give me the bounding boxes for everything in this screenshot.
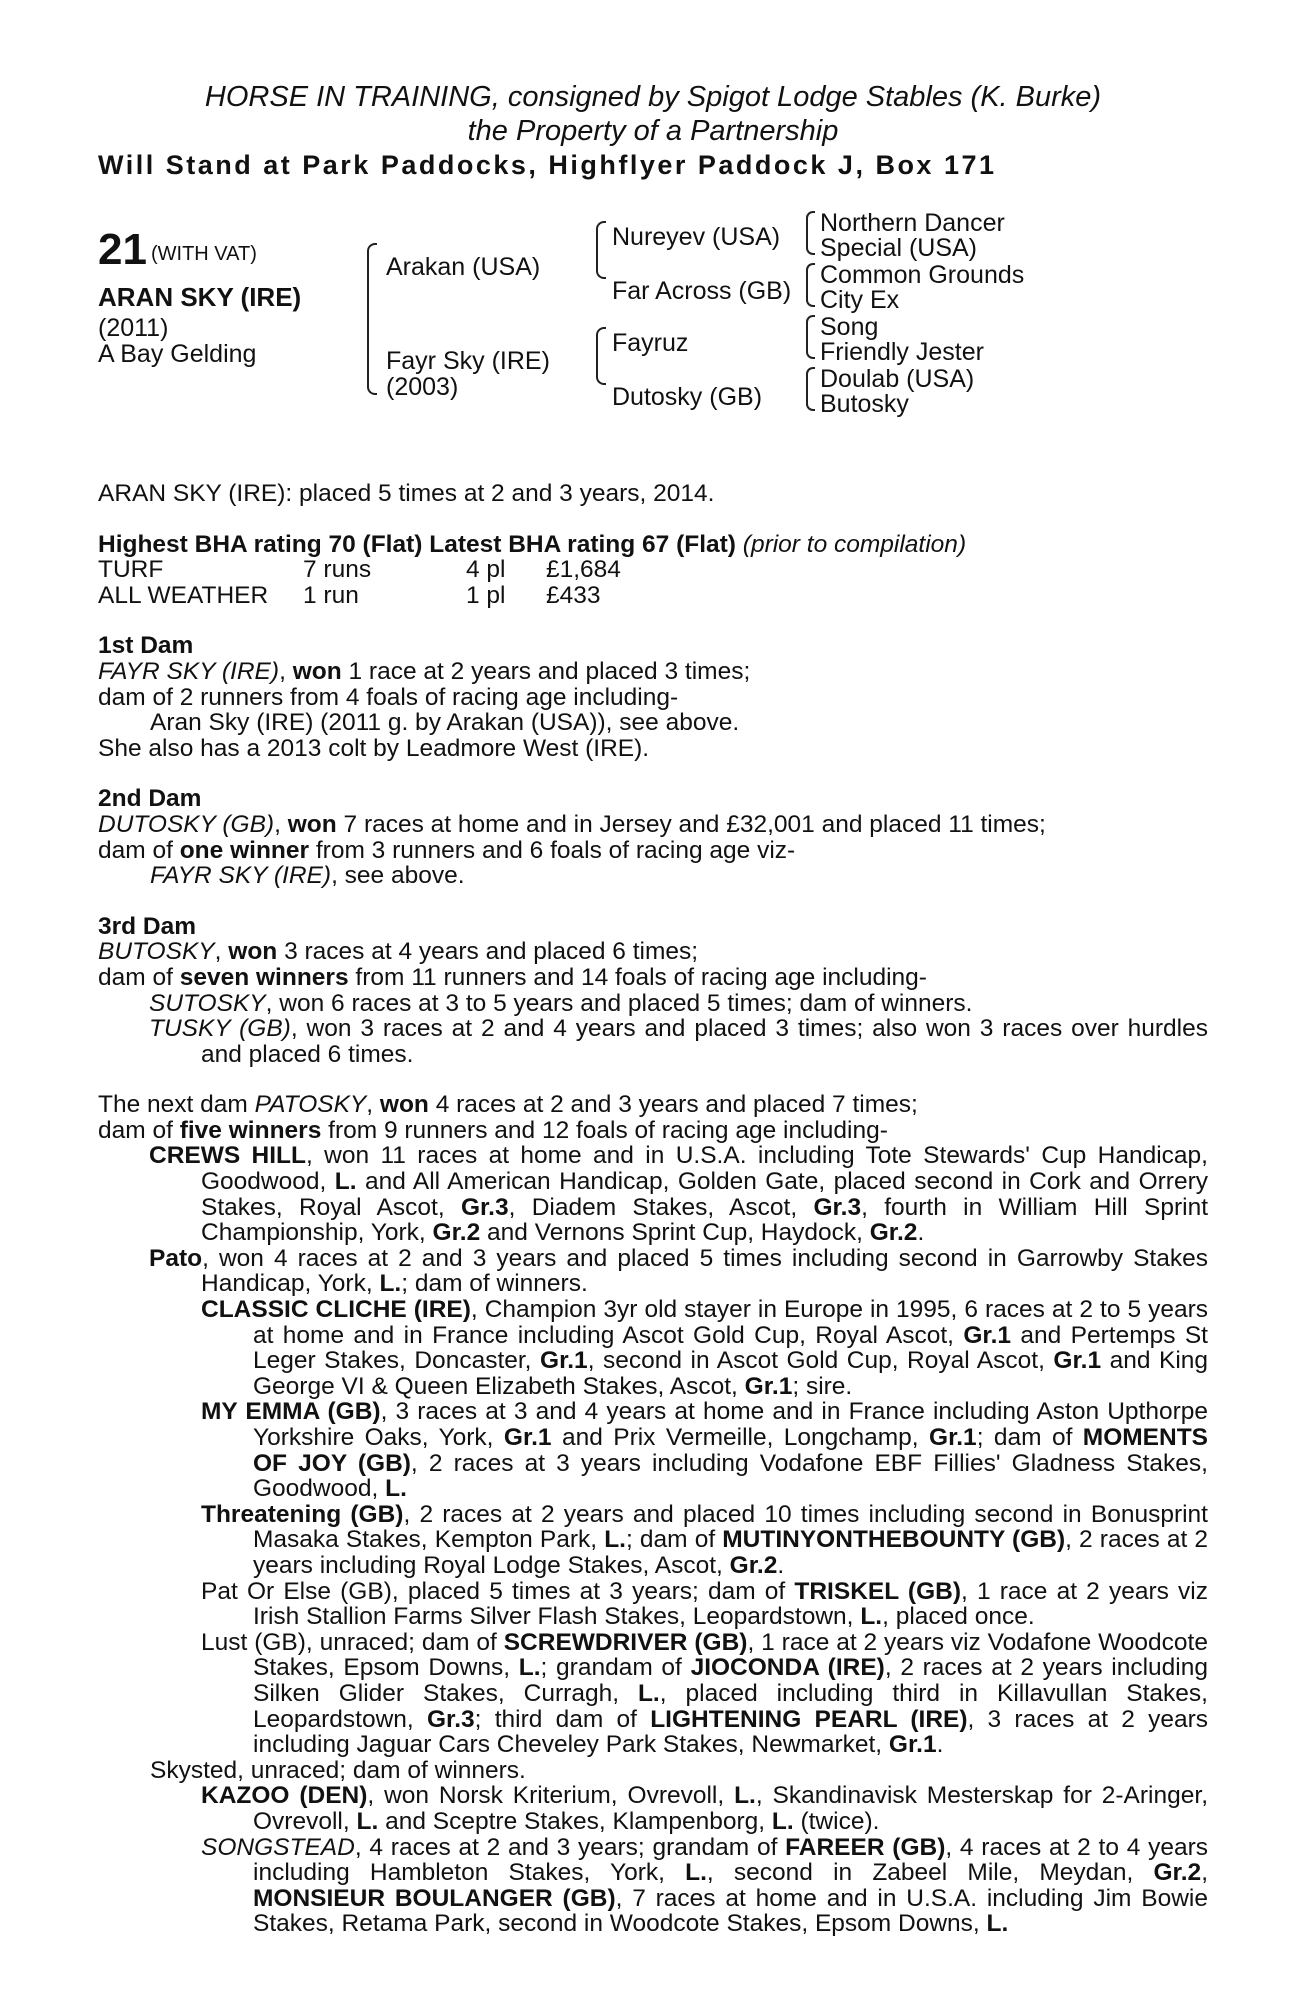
text: , won 3 races at 2 and 4 years and placed 3 times; also won 3 races over hurdles and placed 6 times. (201, 1015, 1208, 1068)
dam-parents-bracket (596, 327, 606, 385)
bracket-4 (806, 367, 815, 411)
dam: Fayr Sky (IRE) (386, 347, 550, 375)
produce-threatening: Threatening (GB), 2 races at 2 years and placed 10 times including second in Bonusprint Masaka Stakes, Kempton Park, L.; dam of MUTINYONTHEBOUNTY (GB), 2 races at 2 years including Royal Lodge Stakes, Ascot, Gr.2. (201, 1500, 1208, 1579)
text: five winners (179, 1116, 322, 1144)
table-cell: 1 pl (466, 581, 506, 609)
produce-skysted: Skysted, unraced; dam of winners. (150, 1756, 526, 1784)
catalogue-body (98, 481, 1208, 1937)
dam-sire: Fayruz (612, 329, 689, 357)
dam-name: BUTOSKY (98, 938, 215, 966)
text: dam of (98, 963, 173, 991)
sds: Common Grounds (820, 261, 1025, 289)
text: , see above. (331, 862, 465, 890)
produce-pat-or-else: Pat Or Else (GB), placed 5 times at 3 years; dam of TRISKEL (GB), 1 race at 2 years viz Irish Stallion Farms Silver Flash Stakes, Leopardstown, L., placed once. (201, 1577, 1208, 1631)
race-summary: ARAN SKY (IRE): placed 5 times at 2 and 3 years, 2014. (98, 480, 715, 507)
produce-classic-cliche: CLASSIC CLICHE (IRE), Champion 3yr old stayer in Europe in 1995, 6 races at 2 to 5 years at home and in France including Ascot Gold Cup, Royal Ascot, Gr.1 and Pertemps St Leger Stakes, Doncaster, Gr.1, second in Ascot Gold Cup, Royal Ascot, Gr.1 and King George VI & Queen Elizabeth Stakes, Ascot, Gr.1; sire. (201, 1296, 1209, 1400)
produce-my-emma: MY EMMA (GB), 3 races at 3 and 4 years at home and in France including Aston Upthorpe Yorkshire Oaks, York, Gr.1 and Prix Vermeille, Longchamp, Gr.1; dam of MOMENTS OF JOY (GB), 2 races at 3 years including Vodafone EBF Fillies' Gladness Stakes, Goodwood, L. (201, 1398, 1208, 1503)
dds: Doulab (USA) (820, 365, 975, 393)
header-property: the Property of a Partnership (467, 115, 839, 147)
section-heading: 1st Dam (98, 632, 194, 660)
ratings-note: (prior to compilation) (742, 530, 967, 558)
ddd: Butosky (820, 390, 909, 418)
table-cell: 7 runs (303, 556, 372, 584)
lot-vat: (WITH VAT) (151, 243, 257, 265)
text: 4 races at 2 and 3 years and placed 7 times; (435, 1091, 918, 1119)
dam-name: DUTOSKY (GB) (98, 810, 275, 838)
produce-songstead: SONGSTEAD, 4 races at 2 and 3 years; grandam of FAREER (GB), 4 races at 2 to 4 years including Hambleton Stakes, York, L., second in Zabeel Mile, Meydan, Gr.2, MONSIEUR BOULANGER (GB), 7 races at home and in U.S.A. including Jim Bowie Stakes, Retama Park, second in Woodcote Stakes, Epsom Downs, L. (201, 1833, 1209, 1938)
sss: Northern Dancer (820, 209, 1005, 237)
section-heading: 3rd Dam (98, 912, 197, 940)
text: one winner (179, 836, 310, 864)
produce-crews-hill: CREWS HILL, won 11 races at home and in U.S.A. including Tote Stewards' Cup Handicap, Goodwood, L. and All American Handicap, Golden Gate, placed second in Cork and Orrery Stakes, Royal Ascot, Gr.3, Diadem Stakes, Ascot, Gr.3, fourth in William Hill Sprint Championship, York, Gr.2 and Vernons Sprint Cup, Haydock, Gr.2. (149, 1142, 1209, 1247)
next-dam-section: The next dam PATOSKY, won 4 races at 2 and 3 years and placed 7 times; dam of five winners from 9 runners and 12 foals of racing age including- CREWS HILL, won 11 races at home and in U.S.A. including Tote Stewards' Cup Handicap, Goodwood, L. and All American Handicap, Golden Gate, placed second in Cork and Orrery Stakes, Royal Ascot, Gr.3, Diadem Stakes, Ascot, Gr.3, fourth in William Hill Sprint Championship, York, Gr.2 and Vernons Sprint Cup, Haydock, Gr.2. Pato, won 4 races at 2 and 3 years and placed 5 times including second in Garrowby Stakes Handicap, York, L.; dam of winners. CLASSIC CLICHE (IRE), Champion 3yr old stayer in Europe in 1995, 6 races at 2 to 5 years at home and in France including Ascot Gold Cup, Royal Ascot, Gr.1 and Pertemps St Leger Stakes, Doncaster, Gr.1, second in Ascot Gold Cup, Royal Ascot, Gr.1 and King George VI & Queen Elizabeth Stakes, Ascot, Gr.1; sire. MY EMMA (GB), 3 races at 3 and 4 years at home and in France including Aston Upthorpe Yorkshire Oaks, York, Gr.1 and Prix Vermeille, Longchamp, Gr.1; dam of MOMENTS OF JOY (GB), 2 races at 3 years including Vodafone EBF Fillies' Gladness Stakes, Goodwood, L. Threatening (GB), 2 races at 2 years and placed 10 times including second in Bonusprint Masaka Stakes, Kempton Park, L.; dam of MUTINYONTHEBOUNTY (GB), 2 races at 2 years including Royal Lodge Stakes, Ascot, Gr.2. Pat Or Else (GB), placed 5 times at 3 years; dam of TRISKEL (GB), 1 race at 2 years viz Irish Stallion Farms Silver Flash Stakes, Leopardstown, L., placed once. Lust (GB), unraced; dam of SCREWDRIVER (GB), 1 race at 2 years viz Vodafone Woodcote Stakes, Epsom Downs, L.; grandam of JIOCONDA (IRE), 2 races at 2 years including Silken Glider Stakes, Curragh, L., placed including third in Killavullan Stakes, Leopardstown, Gr.3; third dam of LIGHTENING PEARL (IRE), 3 races at 2 years including Jaguar Cars Cheveley Park Stakes, Newmarket, Gr.1. Skysted, unraced; dam of winners. KAZOO (DEN), won Norsk Kriterium, Ovrevoll, L., Skandinavisk Mesterskap for 2-Aringer, Ovrevoll, L. and Sceptre Stakes, Klampenborg, L. (twice). SONGSTEAD, 4 races at 2 and 3 years; grandam of FAREER (GB), 4 races at 2 to 4 years including Hambleton Stakes, York, L., second in Zabeel Mile, Meydan, Gr.2, MONSIEUR BOULANGER (GB), 7 races at home and in U.S.A. including Jim Bowie Stakes, Retama Park, second in Woodcote Stakes, Epsom Downs, L. (98, 1091, 1209, 1938)
text: dam of (98, 1116, 173, 1144)
header-consignor: HORSE IN TRAINING, consigned by Spigot Lodge Stables (K. Burke) (204, 81, 1102, 113)
won-text: won (287, 810, 337, 838)
text: TUSKY (GB) (149, 1015, 291, 1043)
produce-kazoo: KAZOO (DEN), won Norsk Kriterium, Ovrevoll, L., Skandinavisk Mesterskap for 2-Aringer, Ovrevoll, L. and Sceptre Stakes, Klampenborg, L. (twice). (201, 1782, 1208, 1835)
text: SUTOSKY (149, 989, 266, 1017)
lot-number: 21 (98, 225, 147, 274)
sdd: City Ex (820, 286, 900, 314)
ratings-table (98, 557, 1208, 608)
dam-year: (2003) (386, 373, 459, 401)
bracket-3 (806, 315, 815, 359)
bracket-1 (806, 211, 815, 255)
won-text: won (379, 1091, 429, 1119)
text: seven winners (179, 963, 349, 991)
table-cell: 1 run (303, 581, 359, 609)
horse-name: ARAN SKY (IRE) (98, 282, 302, 312)
dam-name: FAYR SKY (IRE) (98, 657, 280, 685)
sire-dam: Far Across (GB) (612, 277, 792, 305)
text: FAYR SKY (IRE) (150, 862, 332, 890)
pedigree-block (98, 211, 1208, 481)
won-text: won (292, 657, 342, 685)
table-cell: 4 pl (466, 556, 506, 584)
ratings-text: Highest BHA rating 70 (Flat) Latest BHA rating 67 (Flat) (98, 530, 736, 558)
horse-year: (2011) (98, 314, 169, 342)
table-cell: £433 (546, 581, 601, 609)
dss: Song (820, 313, 879, 341)
sire-dam-bracket (367, 243, 377, 395)
third-dam-section: 3rd Dam BUTOSKY, won 3 races at 4 years and placed 6 times; dam of seven winners from 11 runners and 14 foals of racing age including- SUTOSKY, won 6 races at 3 to 5 years and placed 5 times; dam of winners. TUSKY (GB), won 3 races at 2 and 4 years and placed 3 times; also won 3 races over hurdles and placed 6 times. (98, 912, 1208, 1068)
first-dam-section: 1st Dam FAYR SKY (IRE), won 1 race at 2 years and placed 3 times; dam of 2 runners from 4 foals of racing age including- Aran Sky (IRE) (2011 g. by Arakan (USA)), see above. She also has a 2013 colt by Leadmore West (IRE). (98, 633, 1208, 761)
sire-sire: Nureyev (USA) (612, 223, 781, 251)
text: , won 6 races at 3 to 5 years and placed 5 times; dam of winners. (265, 989, 973, 1017)
second-dam-section: 2nd Dam DUTOSKY (GB), won 7 races at home and in Jersey and £32,001 and placed 11 times; dam of one winner from 3 runners and 6 foals of racing age viz- FAYR SKY (IRE), see above. (98, 786, 1208, 888)
text: dam of (98, 836, 173, 864)
text: She also has a 2013 colt by Leadmore West (IRE). (98, 734, 650, 762)
text: Aran Sky (IRE) (2011 g. by Arakan (USA)), see above. (150, 709, 740, 737)
produce-pato: Pato, won 4 races at 2 and 3 years and placed 5 times including second in Garrowby Stakes Handicap, York, L.; dam of winners. (149, 1244, 1208, 1298)
section-heading: 2nd Dam (98, 785, 202, 813)
dam-dam: Dutosky (GB) (612, 383, 763, 411)
text: from 11 runners and 14 foals of racing age including- (355, 963, 927, 991)
table-cell: £1,684 (546, 556, 621, 584)
header-location: Will Stand at Park Paddocks, Highflyer Paddock J, Box 171 (98, 150, 997, 180)
page-header (98, 80, 1208, 181)
ratings-block (98, 532, 1208, 609)
text: 1 race at 2 years and placed 3 times; (348, 657, 751, 685)
table-cell: TURF (98, 556, 164, 584)
text: from 9 runners and 12 foals of racing age including- (328, 1116, 888, 1144)
won-text: won (228, 938, 278, 966)
text: 7 races at home and in Jersey and £32,001 and placed 11 times; (343, 810, 1046, 838)
table-cell: ALL WEATHER (98, 581, 269, 609)
sire-parents-bracket (596, 221, 606, 279)
text: The next dam (98, 1091, 248, 1119)
text: 3 races at 4 years and placed 6 times; (284, 938, 699, 966)
produce-lust: Lust (GB), unraced; dam of SCREWDRIVER (GB), 1 race at 2 years viz Vodafone Woodcote Stakes, Epsom Downs, L.; grandam of JIOCONDA (IRE), 2 races at 2 years including Silken Glider Stakes, Curragh, L., placed including third in Killavullan Stakes, Leopardstown, Gr.3; third dam of LIGHTENING PEARL (IRE), 3 races at 2 years including Jaguar Cars Cheveley Park Stakes, Newmarket, Gr.1. (201, 1628, 1209, 1759)
catalogue-page (98, 80, 1208, 1937)
text: dam of 2 runners from 4 foals of racing age including- (98, 683, 679, 711)
horse-description: A Bay Gelding (98, 340, 257, 368)
dsd: Friendly Jester (820, 338, 984, 366)
text: from 3 runners and 6 foals of racing age viz- (315, 836, 796, 864)
dam-name: PATOSKY (254, 1091, 367, 1119)
ssd: Special (USA) (820, 234, 977, 262)
bracket-2 (806, 263, 815, 307)
sire: Arakan (USA) (386, 253, 541, 281)
